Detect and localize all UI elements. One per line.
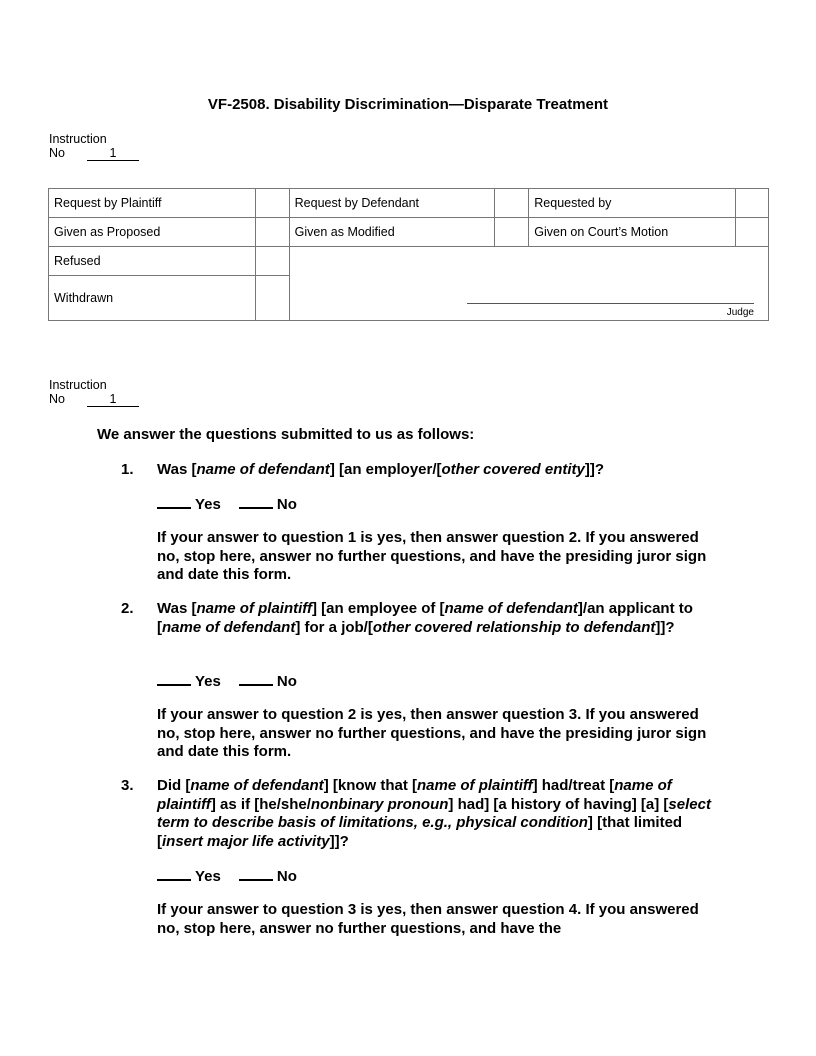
- placeholder-run: other covered relationship to defendant: [372, 618, 656, 636]
- instruction-no-label: No: [49, 146, 65, 160]
- question-3-instructions: If your answer to question 3 is yes, then answer question 4. If you answered no, stop here, answer no further questions, and have the: [157, 901, 699, 937]
- text-run: ] as if [he/she/: [210, 795, 311, 813]
- judge-signature-area: [289, 247, 768, 321]
- instruction-label: Instruction: [49, 378, 107, 392]
- request-by-defendant-label: Request by Defendant: [289, 189, 495, 218]
- text-run: ]]?: [584, 461, 605, 478]
- given-as-modified-label: Given as Modified: [289, 218, 495, 247]
- placeholder-run: name of defendant: [190, 777, 324, 794]
- question-number: 2.: [121, 600, 134, 617]
- yes-label: Yes: [195, 673, 221, 690]
- question-3-answer: [157, 867, 297, 885]
- no-blank[interactable]: [239, 495, 273, 509]
- text-run: ] [an employee of [: [312, 600, 445, 617]
- placeholder-run: other covered entity: [441, 461, 585, 478]
- question-1-answer: [157, 495, 297, 513]
- text-run: Was [: [157, 600, 197, 617]
- question-text: [157, 777, 732, 851]
- question-number: 1.: [121, 461, 134, 478]
- yes-label: Yes: [195, 868, 221, 885]
- question-number: 3.: [121, 777, 134, 794]
- question-text: [157, 600, 722, 637]
- no-label: No: [276, 496, 297, 513]
- question-text: [157, 461, 737, 480]
- text-run: ]]?: [655, 618, 675, 636]
- text-run: ]/an applicant to [: [157, 600, 693, 636]
- placeholder-run: nonbinary pronoun: [310, 795, 449, 813]
- text-run: ] [know that [: [323, 777, 418, 794]
- request-by-defendant-checkbox[interactable]: [495, 189, 529, 218]
- no-blank[interactable]: [239, 672, 273, 686]
- text-run: ] had/treat [: [532, 777, 615, 794]
- instruction-no-value[interactable]: 1: [87, 393, 139, 407]
- text-run: ] for a job/[: [295, 618, 373, 636]
- no-label: No: [276, 673, 297, 690]
- refused-label: Refused: [49, 247, 256, 276]
- text-run: ]]?: [329, 832, 349, 850]
- placeholder-run: name of plaintiff: [417, 777, 533, 794]
- given-on-courts-motion-checkbox[interactable]: [736, 218, 769, 247]
- judge-label: Judge: [726, 307, 754, 318]
- placeholder-run: name of plaintiff: [157, 777, 672, 813]
- text-run: ] [an employer/[: [329, 461, 442, 478]
- withdrawn-checkbox[interactable]: [255, 276, 289, 321]
- text-run: Did [: [157, 777, 191, 794]
- judge-signature-line[interactable]: [467, 303, 754, 304]
- placeholder-run: name of defendant: [444, 600, 578, 617]
- placeholder-run: select term to describe basis of limitations, e.g., physical condition: [157, 795, 711, 831]
- question-2-instructions: If your answer to question 2 is yes, then answer question 3. If you answered no, stop here, answer no further questions, and have the presiding juror sign and date this form.: [157, 706, 707, 760]
- given-as-proposed-checkbox[interactable]: [255, 218, 289, 247]
- placeholder-run: insert major life activity: [162, 832, 330, 850]
- request-disposition-table: [48, 188, 769, 321]
- yes-blank[interactable]: [157, 495, 191, 509]
- question-1-instructions: If your answer to question 1 is yes, then answer question 2. If you answered no, stop here, answer no further questions, and have the presiding juror sign and date this form.: [157, 529, 707, 583]
- instruction-number-bottom: [49, 378, 139, 407]
- yes-label: Yes: [195, 496, 221, 513]
- given-as-modified-checkbox[interactable]: [495, 218, 529, 247]
- withdrawn-label: Withdrawn: [49, 276, 256, 321]
- placeholder-run: name of plaintiff: [196, 600, 313, 617]
- yes-blank[interactable]: [157, 867, 191, 881]
- requested-by-checkbox[interactable]: [736, 189, 769, 218]
- document-title: VF-2508. Disability Discrimination—Disparate Treatment: [207, 96, 609, 113]
- text-run: ] had] [a history of having] [a] [: [448, 795, 669, 813]
- instruction-no-value[interactable]: 1: [87, 147, 139, 161]
- request-by-plaintiff-label: Request by Plaintiff: [49, 189, 256, 218]
- instruction-number-top: [49, 132, 139, 161]
- no-blank[interactable]: [239, 867, 273, 881]
- request-by-plaintiff-checkbox[interactable]: [255, 189, 289, 218]
- no-label: No: [276, 868, 297, 885]
- text-run: ] [that limited [: [157, 814, 683, 850]
- instruction-no-label: No: [49, 392, 65, 406]
- instruction-label: Instruction: [49, 132, 107, 146]
- placeholder-run: name of defendant: [162, 618, 296, 636]
- placeholder-run: name of defendant: [196, 461, 330, 478]
- verdict-lead-statement: We answer the questions submitted to us as follows:: [97, 426, 475, 443]
- yes-blank[interactable]: [157, 672, 191, 686]
- given-on-courts-motion-label: Given on Court’s Motion: [529, 218, 736, 247]
- refused-checkbox[interactable]: [255, 247, 289, 276]
- text-run: Was [: [157, 461, 197, 478]
- given-as-proposed-label: Given as Proposed: [49, 218, 256, 247]
- question-2-answer: [157, 672, 297, 690]
- requested-by-label: Requested by: [529, 189, 736, 218]
